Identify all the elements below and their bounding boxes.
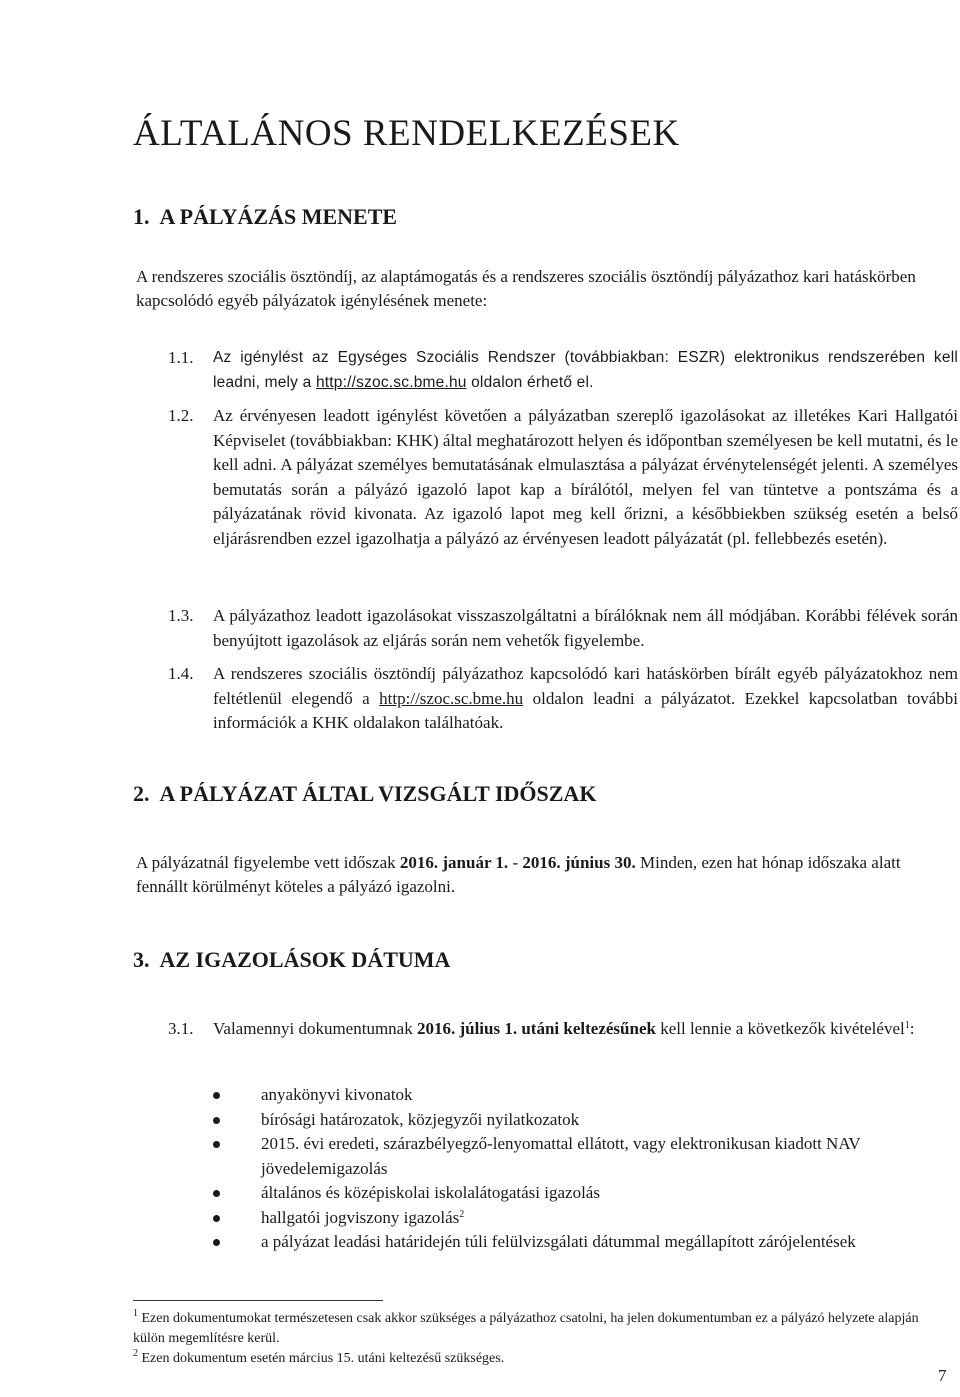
- list-item: [213, 1108, 933, 1133]
- item-1-4-text-b: oldalon leadni a pályázatot. Ezekkel kapcsolatban további információk a KHK oldalakon találhatóak.: [213, 688, 958, 732]
- item-3-1-text: [213, 1017, 958, 1042]
- page-title: ÁLTALÁNOS RENDELKEZÉSEK: [133, 113, 680, 154]
- footnote-2-mark: 2: [133, 1348, 138, 1359]
- section-1-number: 1.: [133, 204, 150, 229]
- section-2-number: 2.: [133, 781, 150, 806]
- section-2-text-c: Minden, ezen hat hónap időszaka alatt fennállt körülményt köteles a pályázó igazolni.: [136, 853, 901, 896]
- section-2-heading: [133, 781, 596, 807]
- list-item: [213, 1132, 933, 1181]
- section-3-heading: [133, 947, 450, 973]
- item-3-1-text-c: :: [909, 1019, 915, 1038]
- exception-list: [213, 1083, 933, 1255]
- item-1-4-text: [213, 662, 958, 736]
- item-1-1-text: [213, 346, 958, 395]
- item-1-2-text: Az érvényesen leadott igénylést követően a pályázatban szereplő igazolásokat az illetékes Kari Hallgatói Képviselet (továbbiakban: KHK) által meghatározott helyen és időpontban személyesen be kell mutatni, és le kell adni. A pályázat személyes bemutatásának elmulasztása a pályázat érvénytelenségét jelenti. A személyes bemutatás során a pályázó igazoló lapot kap a bírálótól, melyen fel van tüntetve a pontszáma és a pályázatának rövid kivonata. Az igazoló lapot meg kell őrizni, a későbbiekben szükség esetén a belső eljárásrendben ezzel igazolhatja a pályázó az érvényesen leadott pályázatát (pl. fellebbezés esetén).: [213, 406, 958, 548]
- date-requirement: 2016. július 1. utáni keltezésűnek: [416, 1019, 656, 1038]
- item-1-4: [168, 662, 958, 736]
- section-2-text-a: A pályázatnál figyelembe vett időszak: [136, 853, 400, 872]
- list-item-text: a pályázat leadási határidején túli felülvizsgálati dátummal megállapított zárójelentések: [261, 1232, 856, 1251]
- section-3-number: 3.: [133, 947, 150, 972]
- section-1-heading: [133, 204, 397, 230]
- list-item-text: bírósági határozatok, közjegyzői nyilatkozatok: [261, 1109, 580, 1129]
- item-1-1-number: 1.1.: [168, 348, 194, 367]
- list-item-text: 2015. évi eredeti, szárazbélyegző-lenyomattal ellátott, vagy elektronikusan kiadott NAV jövedelemigazolás: [261, 1134, 861, 1178]
- section-2-text: [136, 851, 956, 899]
- item-1-2: [168, 404, 958, 551]
- footnote-ref-1: 1: [904, 1020, 910, 1031]
- list-item-text: anyakönyvi kivonatok: [261, 1085, 413, 1104]
- footnote-divider: [133, 1300, 383, 1301]
- footnote-2: [133, 1349, 933, 1369]
- item-1-1-text-b: oldalon érhető el.: [466, 373, 594, 391]
- footnote-1-mark: 1: [133, 1308, 138, 1319]
- list-item: [213, 1083, 933, 1108]
- szoc-link-2[interactable]: http://szoc.sc.bme.hu: [379, 688, 524, 708]
- item-1-3: [168, 604, 958, 653]
- item-1-1: [168, 346, 958, 395]
- period-start: 2016. január 1.: [399, 853, 509, 872]
- szoc-link[interactable]: http://szoc.sc.bme.hu: [315, 373, 467, 391]
- list-item-text: általános és középiskolai iskolalátogatási igazolás: [261, 1183, 600, 1202]
- item-1-4-text-a: A rendszeres szociális ösztöndíj pályázathoz kapcsolódó kari hatáskörben bírált egyéb pályázatokhoz nem feltétlenül elegendő a: [213, 664, 958, 708]
- section-1-intro: A rendszeres szociális ösztöndíj, az alaptámogatás és a rendszeres szociális ösztöndíj pályázathoz kari hatáskörben kapcsolódó egyéb pályázatok igénylésének menete:: [136, 267, 916, 310]
- footnote-ref-2: 2: [459, 1208, 465, 1220]
- footnote-1-text: Ezen dokumentumokat természetesen csak akkor szükséges a pályázathoz csatolni, ha jelen dokumentumban ez a pályázó helyzete alapján külön megemlítésre kerül.: [133, 1311, 919, 1346]
- item-1-1-text-a: Az igénylést az Egységes Szociális Rendszer (továbbiakban: ESZR) elektronikus rendszerében kell leadni, mely a: [213, 349, 958, 391]
- item-1-3-text: A pályázathoz leadott igazolásokat visszaszolgáltatni a bírálóknak nem áll módjában. Korábbi félévek során benyújtott igazolások az eljárás során nem vehetők figyelembe.: [213, 606, 958, 650]
- item-3-1-number: 3.1.: [168, 1019, 194, 1038]
- period-end: 2016. június 30.: [522, 853, 636, 872]
- section-2-title: A PÁLYÁZAT ÁLTAL VIZSGÁLT IDŐSZAK: [159, 781, 597, 806]
- item-1-3-number: 1.3.: [168, 606, 194, 625]
- item-3-1-text-b: kell lennie a következők kivételével: [655, 1019, 905, 1038]
- footnotes: [133, 1309, 933, 1369]
- list-item-text: hallgatói jogviszony igazolás: [261, 1207, 460, 1227]
- list-item: [213, 1206, 933, 1231]
- page-number: 7: [938, 1366, 947, 1385]
- section-1-title: A PÁLYÁZÁS MENETE: [159, 204, 398, 229]
- item-3-1: [168, 1017, 958, 1042]
- item-1-2-number: 1.2.: [168, 406, 194, 425]
- section-3-title: AZ IGAZOLÁSOK DÁTUMA: [159, 947, 451, 972]
- footnote-2-text: Ezen dokumentum esetén március 15. utáni keltezésű szükséges.: [141, 1351, 505, 1366]
- section-2-text-b: -: [508, 853, 523, 872]
- list-item: [213, 1181, 933, 1206]
- item-3-1-text-a: Valamennyi dokumentumnak: [213, 1019, 417, 1038]
- item-1-4-number: 1.4.: [168, 664, 194, 683]
- footnote-1: [133, 1309, 933, 1349]
- list-item: [213, 1230, 933, 1255]
